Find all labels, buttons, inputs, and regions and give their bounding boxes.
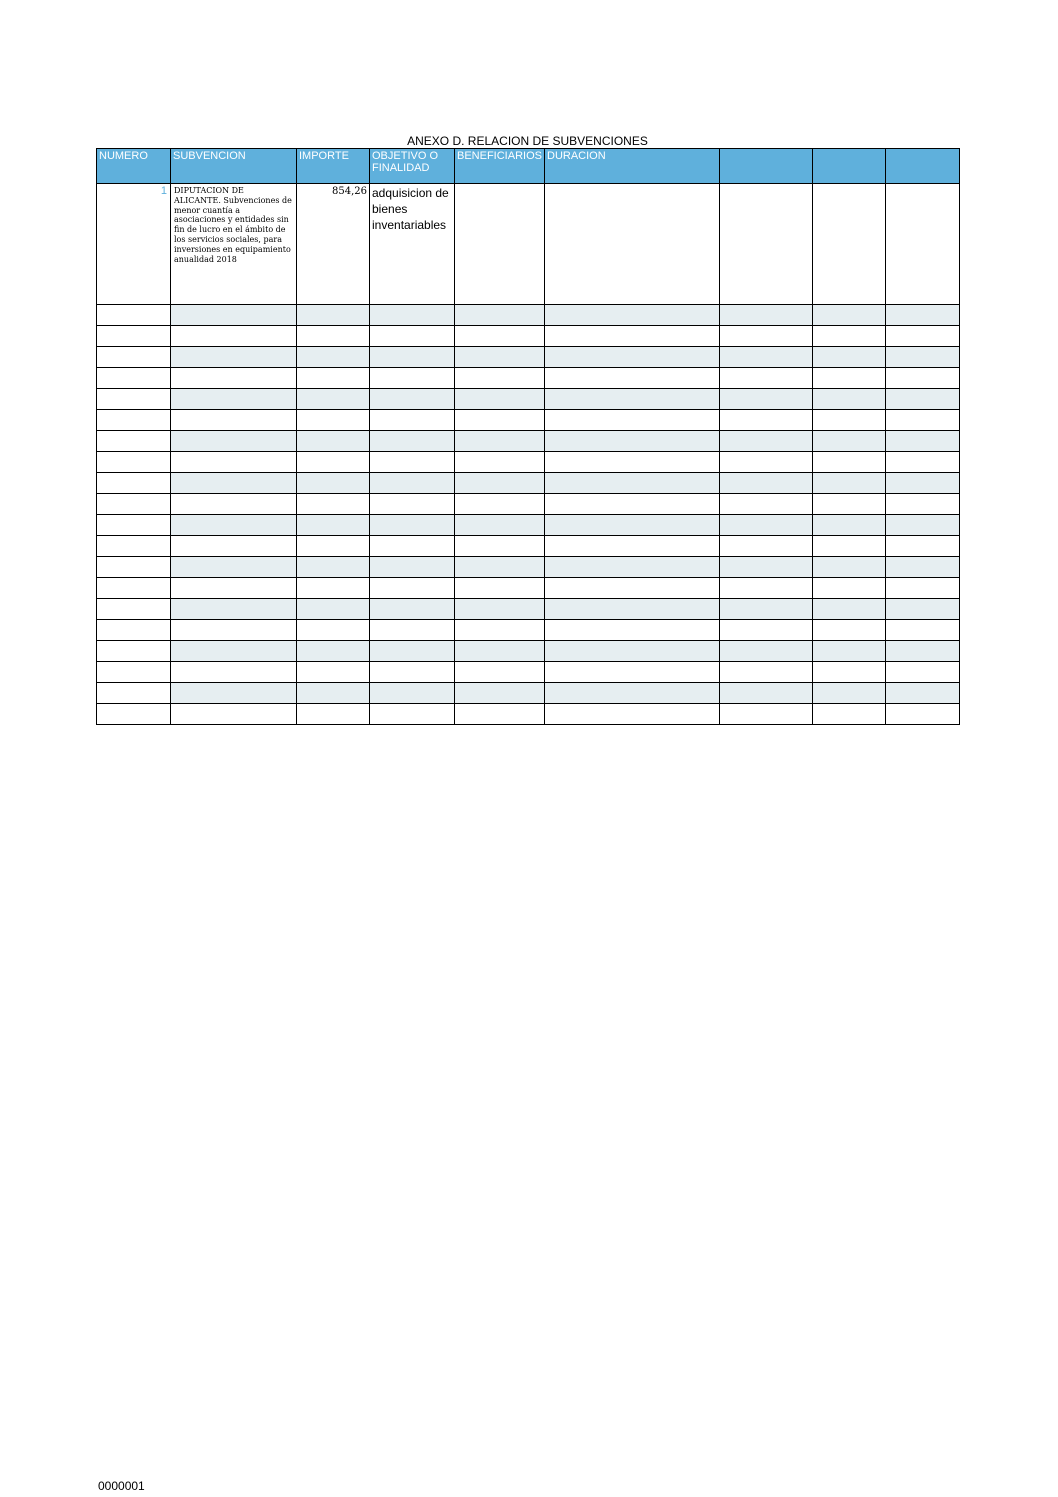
page-title: ANEXO D. RELACION DE SUBVENCIONES xyxy=(407,134,648,148)
cell-empty xyxy=(545,494,720,515)
cell-empty xyxy=(370,704,455,725)
cell-empty xyxy=(720,599,813,620)
cell-empty xyxy=(297,599,370,620)
cell-empty xyxy=(171,683,297,704)
header-blank-3 xyxy=(886,149,960,184)
cell-empty xyxy=(545,305,720,326)
cell-empty xyxy=(171,473,297,494)
cell-empty xyxy=(545,431,720,452)
cell-empty xyxy=(813,599,886,620)
header-duracion: DURACION xyxy=(545,149,720,184)
cell-beneficiarios xyxy=(455,184,545,305)
cell-empty xyxy=(886,410,960,431)
cell-empty xyxy=(886,662,960,683)
cell-empty xyxy=(545,347,720,368)
cell-empty xyxy=(455,431,545,452)
cell-empty xyxy=(97,599,171,620)
cell-empty xyxy=(813,305,886,326)
cell-empty xyxy=(297,473,370,494)
cell-empty xyxy=(97,305,171,326)
cell-empty xyxy=(886,599,960,620)
cell-empty xyxy=(720,410,813,431)
cell-duracion xyxy=(545,184,720,305)
cell-empty xyxy=(886,389,960,410)
cell-empty xyxy=(370,683,455,704)
blank-table-row xyxy=(97,536,960,557)
cell-empty xyxy=(455,452,545,473)
cell-empty xyxy=(297,641,370,662)
cell-empty xyxy=(545,662,720,683)
cell-empty xyxy=(813,704,886,725)
cell-empty xyxy=(545,389,720,410)
cell-empty xyxy=(97,452,171,473)
cell-empty xyxy=(720,515,813,536)
cell-empty xyxy=(720,641,813,662)
cell-empty xyxy=(297,431,370,452)
cell-empty xyxy=(455,515,545,536)
cell-empty xyxy=(171,578,297,599)
cell-empty xyxy=(455,557,545,578)
cell-empty xyxy=(545,326,720,347)
cell-empty xyxy=(886,347,960,368)
cell-empty xyxy=(97,641,171,662)
cell-empty xyxy=(545,641,720,662)
blank-table-row xyxy=(97,368,960,389)
cell-empty xyxy=(297,494,370,515)
cell-empty xyxy=(886,515,960,536)
cell-empty xyxy=(171,389,297,410)
cell-empty xyxy=(455,389,545,410)
header-objetivo: OBJETIVO O FINALIDAD xyxy=(370,149,455,184)
cell-empty xyxy=(813,683,886,704)
cell-empty xyxy=(720,578,813,599)
blank-table-row xyxy=(97,473,960,494)
blank-table-row xyxy=(97,494,960,515)
cell-empty xyxy=(171,410,297,431)
cell-empty xyxy=(720,662,813,683)
cell-empty xyxy=(97,389,171,410)
cell-empty xyxy=(720,620,813,641)
cell-empty xyxy=(886,578,960,599)
cell-empty xyxy=(545,557,720,578)
cell-empty xyxy=(886,452,960,473)
cell-empty xyxy=(297,620,370,641)
header-blank-1 xyxy=(720,149,813,184)
cell-empty xyxy=(297,410,370,431)
cell-empty xyxy=(370,368,455,389)
blank-table-row xyxy=(97,431,960,452)
cell-empty xyxy=(297,368,370,389)
cell-empty xyxy=(171,326,297,347)
cell-empty xyxy=(813,620,886,641)
cell-empty xyxy=(720,704,813,725)
blank-table-row xyxy=(97,662,960,683)
cell-empty xyxy=(370,431,455,452)
cell-empty xyxy=(813,184,886,305)
cell-empty xyxy=(720,184,813,305)
cell-empty xyxy=(813,641,886,662)
header-row xyxy=(97,149,960,184)
cell-empty xyxy=(370,599,455,620)
cell-empty xyxy=(370,410,455,431)
cell-empty xyxy=(97,620,171,641)
cell-empty xyxy=(370,620,455,641)
blank-table-row xyxy=(97,410,960,431)
cell-empty xyxy=(297,704,370,725)
cell-empty xyxy=(97,683,171,704)
cell-empty xyxy=(370,662,455,683)
blank-table-row xyxy=(97,704,960,725)
cell-empty xyxy=(97,368,171,389)
cell-empty xyxy=(813,452,886,473)
cell-empty xyxy=(370,347,455,368)
cell-objetivo: adquisicion de bienes inventariables xyxy=(370,184,455,305)
cell-empty xyxy=(97,578,171,599)
cell-empty xyxy=(370,515,455,536)
blank-table-row xyxy=(97,452,960,473)
cell-empty xyxy=(455,704,545,725)
cell-empty xyxy=(171,431,297,452)
cell-empty xyxy=(171,536,297,557)
cell-empty xyxy=(171,641,297,662)
cell-empty xyxy=(97,536,171,557)
cell-empty xyxy=(97,410,171,431)
cell-empty xyxy=(720,431,813,452)
cell-empty xyxy=(455,599,545,620)
cell-empty xyxy=(813,662,886,683)
cell-empty xyxy=(171,515,297,536)
cell-empty xyxy=(97,431,171,452)
cell-empty xyxy=(545,536,720,557)
cell-empty xyxy=(455,578,545,599)
cell-empty xyxy=(455,410,545,431)
cell-empty xyxy=(886,305,960,326)
cell-empty xyxy=(886,326,960,347)
cell-empty xyxy=(455,662,545,683)
cell-empty xyxy=(370,641,455,662)
cell-empty xyxy=(813,578,886,599)
cell-empty xyxy=(813,494,886,515)
subvenciones-table xyxy=(96,148,960,725)
cell-empty xyxy=(171,662,297,683)
cell-empty xyxy=(297,557,370,578)
cell-empty xyxy=(370,326,455,347)
cell-empty xyxy=(171,305,297,326)
cell-empty xyxy=(886,620,960,641)
cell-empty xyxy=(813,347,886,368)
cell-empty xyxy=(455,326,545,347)
header-subvencion: SUBVENCION xyxy=(171,149,297,184)
cell-empty xyxy=(455,305,545,326)
blank-table-row xyxy=(97,326,960,347)
blank-table-row xyxy=(97,683,960,704)
cell-empty xyxy=(886,683,960,704)
table-row xyxy=(97,184,960,305)
cell-empty xyxy=(545,473,720,494)
header-blank-2 xyxy=(813,149,886,184)
blank-table-row xyxy=(97,347,960,368)
cell-empty xyxy=(720,494,813,515)
cell-empty xyxy=(545,620,720,641)
cell-empty xyxy=(545,704,720,725)
cell-empty xyxy=(455,620,545,641)
cell-empty xyxy=(813,431,886,452)
cell-empty xyxy=(171,347,297,368)
cell-empty xyxy=(720,305,813,326)
cell-empty xyxy=(370,473,455,494)
cell-empty xyxy=(297,347,370,368)
cell-empty xyxy=(171,599,297,620)
cell-empty xyxy=(455,683,545,704)
cell-empty xyxy=(455,473,545,494)
cell-empty xyxy=(97,347,171,368)
cell-empty xyxy=(171,557,297,578)
cell-empty xyxy=(97,515,171,536)
cell-empty xyxy=(813,326,886,347)
cell-empty xyxy=(297,326,370,347)
cell-subvencion: DIPUTACION DE ALICANTE. Subvenciones de menor cuantía a asociaciones y entidades sin fin de lucro en el ámbito de los servicios sociales, para inversiones en equipamiento anualidad 2018 xyxy=(171,184,297,305)
cell-empty xyxy=(370,557,455,578)
cell-empty xyxy=(720,473,813,494)
cell-empty xyxy=(720,452,813,473)
cell-empty xyxy=(545,410,720,431)
cell-empty xyxy=(720,389,813,410)
cell-empty xyxy=(720,557,813,578)
cell-empty xyxy=(886,184,960,305)
cell-empty xyxy=(171,452,297,473)
cell-empty xyxy=(297,536,370,557)
cell-empty xyxy=(97,494,171,515)
cell-empty xyxy=(455,494,545,515)
blank-table-row xyxy=(97,305,960,326)
cell-empty xyxy=(720,347,813,368)
cell-empty xyxy=(297,662,370,683)
cell-empty xyxy=(97,704,171,725)
cell-empty xyxy=(455,536,545,557)
cell-empty xyxy=(171,494,297,515)
cell-empty xyxy=(720,683,813,704)
cell-empty xyxy=(720,368,813,389)
cell-empty xyxy=(297,305,370,326)
cell-empty xyxy=(97,557,171,578)
cell-empty xyxy=(813,515,886,536)
cell-empty xyxy=(370,536,455,557)
cell-empty xyxy=(297,683,370,704)
cell-empty xyxy=(813,389,886,410)
cell-empty xyxy=(171,620,297,641)
header-beneficiarios: BENEFICIARIOS xyxy=(455,149,545,184)
cell-empty xyxy=(813,557,886,578)
blank-table-row xyxy=(97,641,960,662)
blank-table-row xyxy=(97,515,960,536)
cell-empty xyxy=(370,578,455,599)
blank-table-row xyxy=(97,578,960,599)
cell-empty xyxy=(886,641,960,662)
page-code: 0000001 xyxy=(98,1479,145,1493)
cell-empty xyxy=(97,326,171,347)
cell-empty xyxy=(171,704,297,725)
cell-empty xyxy=(545,599,720,620)
header-numero: NUMERO xyxy=(97,149,171,184)
cell-empty xyxy=(545,515,720,536)
blank-table-row xyxy=(97,557,960,578)
cell-empty xyxy=(171,368,297,389)
cell-empty xyxy=(455,347,545,368)
blank-table-row xyxy=(97,389,960,410)
cell-empty xyxy=(455,368,545,389)
cell-empty xyxy=(886,704,960,725)
cell-empty xyxy=(886,494,960,515)
cell-empty xyxy=(297,515,370,536)
cell-empty xyxy=(97,473,171,494)
cell-empty xyxy=(813,536,886,557)
cell-empty xyxy=(455,641,545,662)
cell-empty xyxy=(370,452,455,473)
cell-empty xyxy=(297,578,370,599)
blank-table-row xyxy=(97,599,960,620)
cell-empty xyxy=(813,473,886,494)
cell-empty xyxy=(370,494,455,515)
cell-empty xyxy=(886,368,960,389)
cell-empty xyxy=(545,683,720,704)
cell-empty xyxy=(545,578,720,599)
cell-importe: 854,26 xyxy=(297,184,370,305)
cell-empty xyxy=(97,662,171,683)
cell-empty xyxy=(813,368,886,389)
cell-empty xyxy=(886,473,960,494)
cell-empty xyxy=(545,452,720,473)
cell-empty xyxy=(720,536,813,557)
cell-empty xyxy=(886,431,960,452)
cell-empty xyxy=(720,326,813,347)
blank-table-row xyxy=(97,620,960,641)
cell-empty xyxy=(297,452,370,473)
cell-empty xyxy=(297,389,370,410)
cell-empty xyxy=(370,305,455,326)
cell-empty xyxy=(370,389,455,410)
cell-empty xyxy=(886,557,960,578)
cell-empty xyxy=(545,368,720,389)
cell-numero: 1 xyxy=(97,184,171,305)
cell-empty xyxy=(886,536,960,557)
header-importe: IMPORTE xyxy=(297,149,370,184)
cell-empty xyxy=(813,410,886,431)
